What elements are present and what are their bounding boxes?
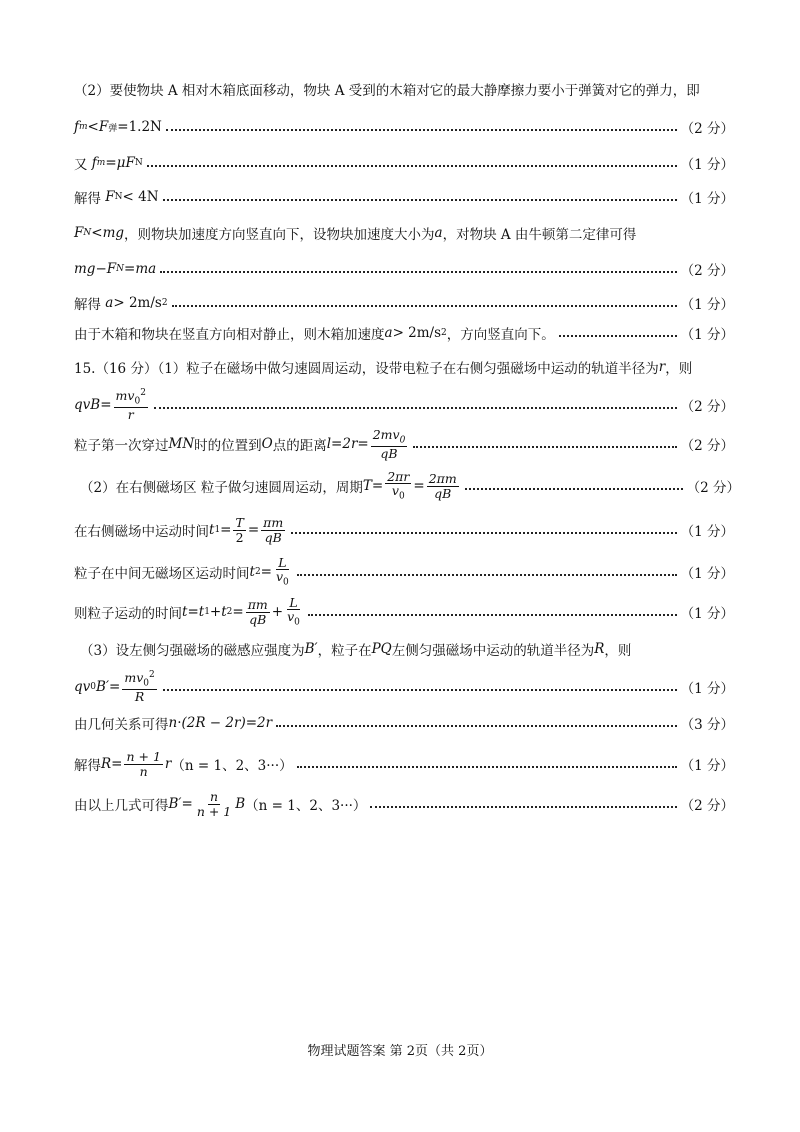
equation: F N < 4N bbox=[105, 189, 159, 205]
text-line-16: （3）设左侧匀强磁场的磁感应强度为 B′ ，粒子在 PQ 左侧匀强磁场中运动的轨道半径为 R ，则 bbox=[80, 641, 632, 659]
text-line-10 bbox=[74, 384, 734, 426]
text-line-4: 解得 F N < 4N （1 分） bbox=[74, 189, 734, 207]
score-label: （2 分） bbox=[680, 121, 734, 137]
text-line-9: 15.（16 分）（1）粒子在磁场中做匀速圆周运动，设带电粒子在右侧匀强磁场中运动的轨道半径为 r ，则 bbox=[74, 359, 693, 377]
equation: n · (2R − 2r) = 2r bbox=[168, 715, 273, 731]
leader-dots bbox=[413, 446, 676, 448]
leader-dots bbox=[147, 165, 677, 167]
text-line-2 bbox=[74, 110, 734, 144]
equation: mg − F N = ma bbox=[74, 261, 157, 277]
equation: l = 2r = $\frac{2mv_0}{qB}$ bbox=[326, 426, 406, 461]
line-text: （2）要使物块 A 相对木箱底面移动，物块 A 受到的木箱对它的最大静摩擦力要小于弹簧对它的弹力，即 bbox=[74, 83, 700, 99]
text-line-1 bbox=[74, 72, 734, 106]
leader-dots bbox=[166, 129, 677, 131]
page-footer: 物理试题答案 第 2页（共 2页） bbox=[307, 1044, 493, 1059]
leader-dots bbox=[297, 574, 677, 576]
leader-dots bbox=[276, 725, 677, 727]
leader-dots bbox=[308, 614, 677, 616]
text-line-7: 解得 a > 2m/s 2 （1 分） bbox=[74, 295, 734, 313]
leader-dots bbox=[154, 407, 677, 409]
equation: q v B = $\frac{mv_0^2}{r}$ bbox=[74, 387, 146, 422]
score-label: （2 分） bbox=[680, 438, 734, 454]
score-label: （2 分） bbox=[686, 480, 740, 496]
equation: R = $\frac{n + 1}{n}$ r （n = 1、2、3···） bbox=[101, 749, 293, 779]
equation: a > 2m/s 2 bbox=[105, 295, 168, 311]
text-line-18: 由几何关系可得 n · (2R − 2r) = 2r （3 分） bbox=[74, 715, 734, 733]
leader-dots bbox=[160, 271, 676, 273]
leader-dots bbox=[291, 532, 676, 534]
score-label: （2 分） bbox=[680, 399, 734, 415]
equation: t = t 1 + t 2 = $\frac{\pi m}{qB}$ + $\frac{L}{v_0}$ bbox=[182, 594, 300, 628]
score-label: （1 分） bbox=[680, 327, 734, 343]
equation: f m = μ F N bbox=[91, 155, 143, 171]
score-label: （1 分） bbox=[680, 157, 734, 173]
equation: T = $\frac{2\pi r}{v_0}$ = $\frac{2\pi m}{qB}$ bbox=[362, 468, 457, 502]
text-line-12: （2）在右侧磁场区 粒子做匀速圆周运动，周期 T = $\frac{2\pi r}{v_0}$ = $\frac{2\pi m}{qB}$ （2 分） bbox=[80, 468, 740, 502]
text-line-15: 则粒子运动的时间 t = t 1 + t 2 = $\frac{\pi m}{qB}$ + $\frac{L}{v_0}$ （1 分） bbox=[74, 594, 734, 628]
text-line-11: 粒子第一次穿过 MN 时的位置到 O 点的距离 l = 2r = $\frac{2mv_0}{qB}$ （2 分） bbox=[74, 426, 734, 461]
score-label: （1 分） bbox=[680, 606, 734, 622]
text-line-14: 粒子在中间无磁场区运动时间 t 2 = $\frac{L}{v_0}$ （1 分） bbox=[74, 554, 734, 588]
leader-dots bbox=[559, 335, 677, 337]
equation: a > 2m/s 2 bbox=[384, 325, 447, 341]
leader-dots bbox=[465, 488, 683, 490]
score-label: （1 分） bbox=[680, 297, 734, 313]
equation: F N < mg bbox=[74, 225, 125, 241]
leader-dots bbox=[370, 806, 676, 808]
text-line-6 bbox=[74, 252, 734, 286]
score-label: （2 分） bbox=[680, 798, 734, 814]
leader-dots bbox=[297, 766, 677, 768]
text-line-19: 解得 R = $\frac{n + 1}{n}$ r （n = 1、2、3···） （1 分） bbox=[74, 749, 734, 779]
equation: q v 0 B′ = $\frac{mv_0^2}{R}$ bbox=[74, 669, 155, 704]
leader-dots bbox=[163, 199, 677, 201]
score-label: （1 分） bbox=[680, 566, 734, 582]
text-line-13: 在右侧磁场中运动时间 t 1 = $\frac{T}{2}$ = $\frac{\pi m}{qB}$ （1 分） bbox=[74, 515, 734, 545]
leader-dots bbox=[163, 689, 677, 691]
equation: t 2 = $\frac{L}{v_0}$ bbox=[249, 554, 289, 588]
score-label: （1 分） bbox=[680, 758, 734, 774]
text-line-17 bbox=[74, 666, 734, 708]
text-line-8: 由于木箱和物块在竖直方向相对静止，则木箱加速度 a > 2m/s 2 ，方向竖直向下。 （1 分） bbox=[74, 325, 734, 343]
equation: t 1 = $\frac{T}{2}$ = $\frac{\pi m}{qB}$ bbox=[209, 515, 284, 545]
score-label: （1 分） bbox=[680, 681, 734, 697]
text-line-5: F N < mg ，则物块加速度方向竖直向下，设物块加速度大小为 a ，对物块 A 由牛顿第二定律可得 bbox=[74, 225, 637, 243]
score-label: （1 分） bbox=[680, 191, 734, 207]
score-label: （1 分） bbox=[680, 524, 734, 540]
score-label: （2 分） bbox=[680, 263, 734, 279]
equation: B′ = $\frac{n}{n + 1}$ B （n = 1、2、3···） bbox=[168, 789, 367, 819]
leader-dots bbox=[172, 305, 677, 307]
equation: f m < F 弹 = 1.2N bbox=[74, 119, 162, 135]
score-label: （3 分） bbox=[680, 717, 734, 733]
text-line-20: 由以上几式可得 B′ = $\frac{n}{n + 1}$ B （n = 1、2、3···） （2 分） bbox=[74, 789, 734, 819]
text-line-3: 又 f m = μ F N （1 分） bbox=[74, 155, 734, 173]
